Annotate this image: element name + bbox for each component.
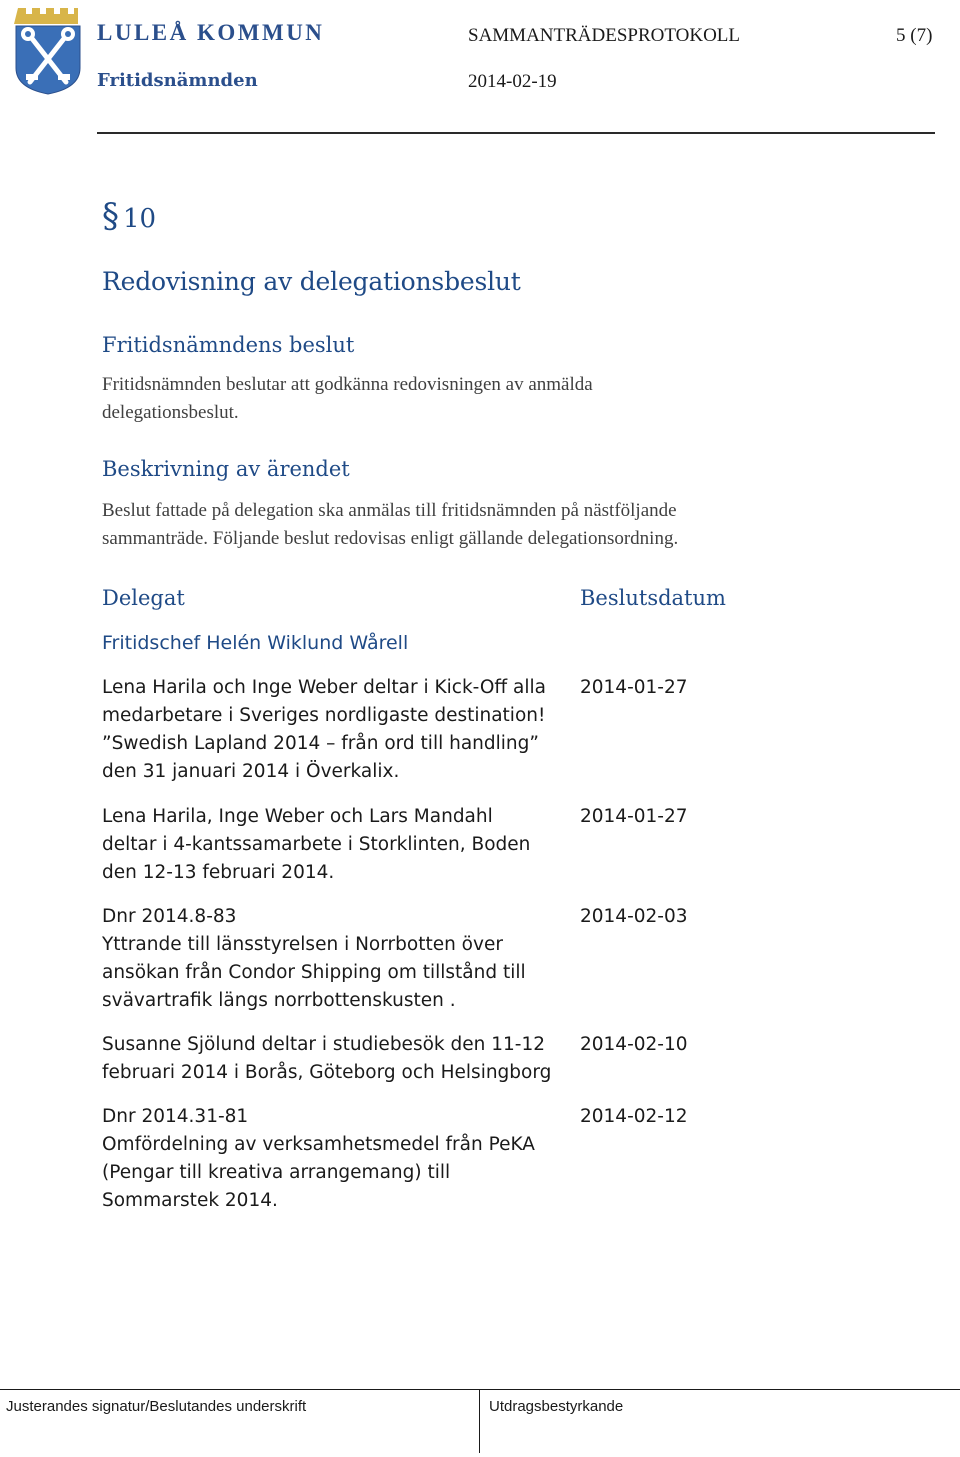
list-item: [102, 674, 562, 786]
column-header-beslutsdatum: Beslutsdatum: [580, 586, 726, 610]
description-line: sammanträde. Följande beslut redovisas enligt gällande delegationsordning.: [102, 528, 679, 549]
meeting-date: 2014-02-19: [468, 71, 557, 92]
decision-heading: Fritidsnämndens beslut: [102, 333, 355, 357]
decision-line: Fritidsnämnden beslutar att godkänna redovisningen av anmälda: [102, 374, 593, 395]
item-line: februari 2014 i Borås, Göteborg och Helsingborg: [102, 1062, 552, 1083]
organization-name: LULEÅ KOMMUN: [97, 20, 325, 45]
description-text: [102, 497, 842, 553]
paragraph-symbol: §: [102, 196, 119, 236]
section-number: [102, 196, 156, 236]
department-name: Fritidsnämnden: [97, 70, 258, 91]
item-date: 2014-02-03: [580, 906, 688, 927]
item-line: deltar i 4-kantssamarbete i Storklinten, Boden: [102, 834, 531, 855]
item-line: svävartrafik längs norrbottenskusten .: [102, 990, 456, 1011]
item-date: 2014-01-27: [580, 677, 688, 698]
footer-divider: [0, 1389, 960, 1390]
list-item: [102, 1031, 562, 1087]
document-type: SAMMANTRÄDESPROTOKOLL: [468, 25, 741, 46]
header-divider: [97, 132, 935, 134]
item-line: Lena Harila, Inge Weber och Lars Mandahl: [102, 806, 493, 827]
item-line: den 12-13 februari 2014.: [102, 862, 335, 883]
item-line: (Pengar till kreativa arrangemang) till: [102, 1162, 451, 1183]
list-item: [102, 803, 562, 887]
description-heading: Beskrivning av ärendet: [102, 457, 350, 481]
item-line: den 31 januari 2014 i Överkalix.: [102, 761, 400, 782]
item-date: 2014-02-12: [580, 1106, 688, 1127]
item-line: Omfördelning av verksamhetsmedel från PeKA: [102, 1134, 535, 1155]
footer-column-divider: [479, 1389, 480, 1453]
item-line: ansökan från Condor Shipping om tillstånd till: [102, 962, 526, 983]
decision-line: delegationsbeslut.: [102, 402, 239, 423]
section-title: Redovisning av delegationsbeslut: [102, 267, 521, 296]
item-line: medarbetare i Sveriges nordligaste destination!: [102, 705, 546, 726]
description-line: Beslut fattade på delegation ska anmälas till fritidsnämnden på nästföljande: [102, 500, 677, 521]
column-header-delegat: Delegat: [102, 586, 185, 610]
list-item: [102, 1103, 562, 1215]
municipality-crest-logo: [14, 4, 82, 96]
decision-text: [102, 371, 842, 427]
signature-label: Justerandes signatur/Beslutandes underskrift: [6, 1398, 307, 1415]
list-item: [102, 903, 562, 1015]
item-line: Sommarstek 2014.: [102, 1190, 278, 1211]
section-number-value: 10: [123, 204, 157, 234]
item-line: Yttrande till länsstyrelsen i Norrbotten över: [102, 934, 503, 955]
item-line: Dnr 2014.31-81: [102, 1106, 249, 1127]
certification-label: Utdragsbestyrkande: [489, 1398, 624, 1415]
page-number: 5 (7): [896, 25, 933, 46]
item-line: Susanne Sjölund deltar i studiebesök den 11-12: [102, 1034, 545, 1055]
item-date: 2014-01-27: [580, 806, 688, 827]
item-line: Lena Harila och Inge Weber deltar i Kick-Off alla: [102, 677, 546, 698]
item-line: Dnr 2014.8-83: [102, 906, 237, 927]
delegate-name: Fritidschef Helén Wiklund Wårell: [102, 632, 409, 654]
item-line: ”Swedish Lapland 2014 – från ord till handling”: [102, 733, 539, 754]
item-date: 2014-02-10: [580, 1034, 688, 1055]
